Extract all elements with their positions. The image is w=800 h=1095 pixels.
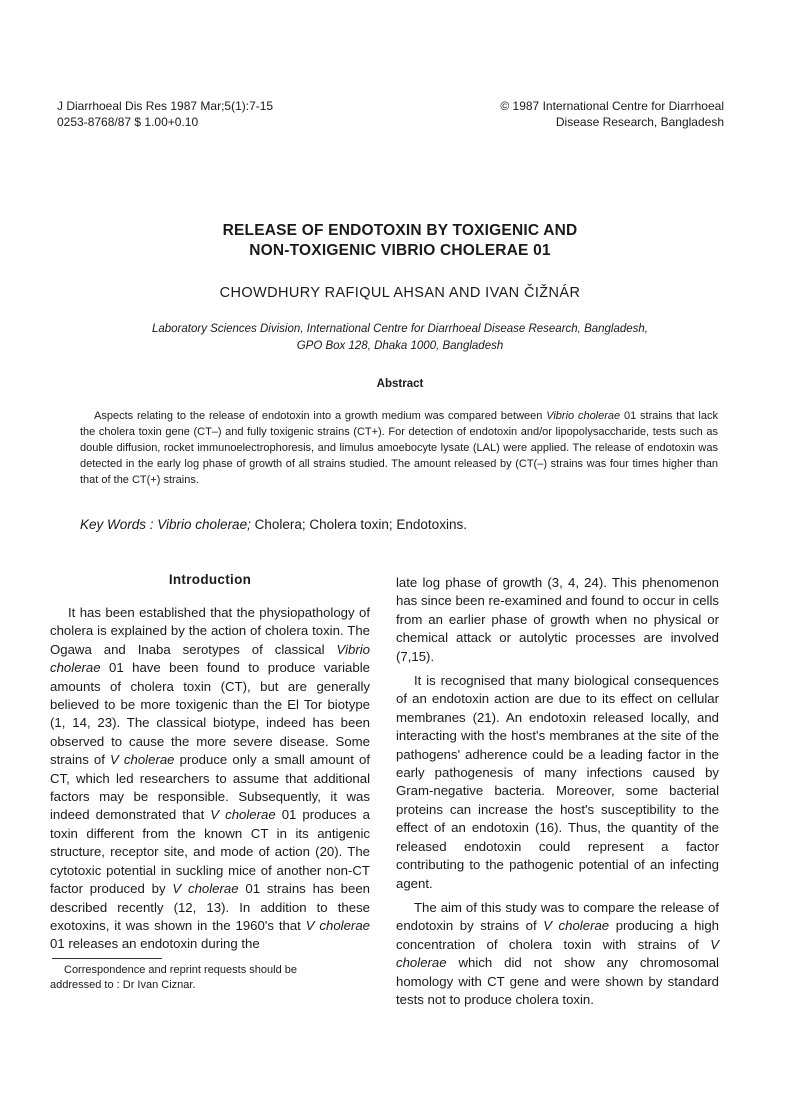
title-line-1: RELEASE OF ENDOTOXIN BY TOXIGENIC AND (222, 222, 578, 239)
p1-species-2: V cholerae (110, 752, 175, 768)
p3-species-2: V cholerae (396, 936, 719, 971)
citation-line-2: 0253-8768/87 $ 1.00+0.10 (57, 115, 199, 129)
left-column (50, 604, 370, 960)
copyright-notice (420, 98, 724, 130)
keywords (80, 517, 720, 532)
title-line-2: NON-TOXIGENIC VIBRIO CHOLERAE 01 (249, 242, 551, 259)
right-column (396, 574, 719, 1015)
p3-species-1: V cholerae (543, 918, 610, 934)
introduction-heading: Introduction (168, 572, 252, 587)
footnote-line-2: addressed to : Dr Ivan Ciznar. (50, 979, 196, 991)
affiliation-line-2: GPO Box 128, Dhaka 1000, Bangladesh (296, 340, 504, 352)
paper-title (100, 221, 700, 261)
affiliation-line-1: Laboratory Sciences Division, International Centre for Diarrhoeal Disease Research, Bangladesh, (151, 323, 649, 335)
p1-text-c: produce only a small amount of CT, which led researchers to assume that additional factors may be responsible. Subsequently, it was indeed demonstrated that (50, 752, 371, 823)
abstract-heading: Abstract (376, 378, 424, 390)
keywords-list: Cholera; Cholera toxin; Endotoxins. (250, 517, 467, 532)
intro-paragraph-2: It is recognised that many biological consequences of an endotoxin action are due to its effect on cellular membranes (21). An endotoxin released locally, and interacting with the host's membranes at the site of the pathogens' adherence could be a leading factor in the early pathogenesis of many infections caused by Gram-negative bacteria. Moreover, some bacterial proteins can increase the host's susceptibility to the effect of an endotoxin (16). Thus, the quantity of the released endotoxin could represent a factor contributing to the pathogenic potential of an infecting agent. (396, 673, 719, 891)
p1-text-b: 01 have been found to produce variable amounts of cholera toxin (CT), but are generally believed to be more toxigenic than the El Tor biotype (1, 14, 23). The classical biotype, indeed has been observed to cause the more severe disease. Some strains of (50, 660, 370, 768)
copyright-line-1: © 1987 International Centre for Diarrhoeal (500, 99, 724, 113)
footnote-line-1: Correspondence and reprint requests should be (64, 964, 297, 976)
p1-species-3: V cholerae (210, 807, 276, 823)
p3-text-a: The aim of this study was to compare the release of endotoxin by strains of (396, 899, 719, 934)
p3-text-c: which did not show any chromosomal homology with CT gene and were shown by standard tests not to produce cholera toxin. (396, 955, 719, 1007)
journal-citation (57, 98, 397, 130)
abstract-text-a: Aspects relating to the release of endotoxin into a growth medium was compared between (94, 410, 547, 422)
p1-text-e: 01 strains has been described recently (12, 13). In addition to these exotoxins, it was shown in the 1960's that (50, 881, 370, 933)
authors: CHOWDHURY RAFIQUL AHSAN AND IVAN ČIŽNÁR (219, 285, 581, 301)
intro-paragraph-continued: late log phase of growth (3, 4, 24). This phenomenon has since been re-examined and found to occur in cells from an earlier phase of growth when no physical or chemical attack or autolytic processes are involved (7,15). (396, 575, 719, 664)
p1-species-1: Vibrio cholerae (50, 641, 370, 676)
abstract-text-b: 01 strains that lack the cholera toxin gene (CT–) and fully toxigenic strains (CT+). For detection of endotoxin and/or lipopolysaccharide, tests such as double diffusion, rocket immunoelectrophoresis, and limulus amoebocyte lysate (LAL) were applied. The release of endotoxin was detected in the early log phase of growth of all strains studied. The amount released by (CT(–) strains was four times higher than that of the CT(+) strains. (80, 410, 718, 486)
p1-text-f: 01 releases an endotoxin during the (50, 936, 260, 952)
intro-paragraph-1 (50, 604, 370, 954)
p3-text-b: producing a high concentration of cholera toxin with strains of (396, 918, 719, 952)
p1-species-5: V cholerae (305, 917, 370, 933)
footnote-divider (52, 958, 162, 959)
intro-paragraph-3 (396, 899, 719, 1009)
p1-text-d: 01 produces a toxin different from the known CT in its antigenic structure, receptor site, and mode of action (20). The cytotoxic potential in suckling mice of another non-CT factor produced by (50, 807, 371, 897)
citation-line-1: J Diarrhoeal Dis Res 1987 Mar;5(1):7-15 (57, 99, 274, 113)
copyright-line-2: Disease Research, Bangladesh (555, 115, 724, 129)
abstract-species: Vibrio cholerae (546, 410, 621, 422)
correspondence-footnote (50, 963, 370, 993)
keywords-label: Key Words : Vibrio cholerae; (80, 517, 251, 532)
affiliation (90, 321, 710, 355)
p1-species-4: V cholerae (172, 881, 239, 897)
abstract-text (80, 408, 718, 488)
p1-text-a: It has been established that the physiopathology of cholera is explained by the action of cholera toxin. The Ogawa and Inaba serotypes of classical (50, 605, 370, 657)
